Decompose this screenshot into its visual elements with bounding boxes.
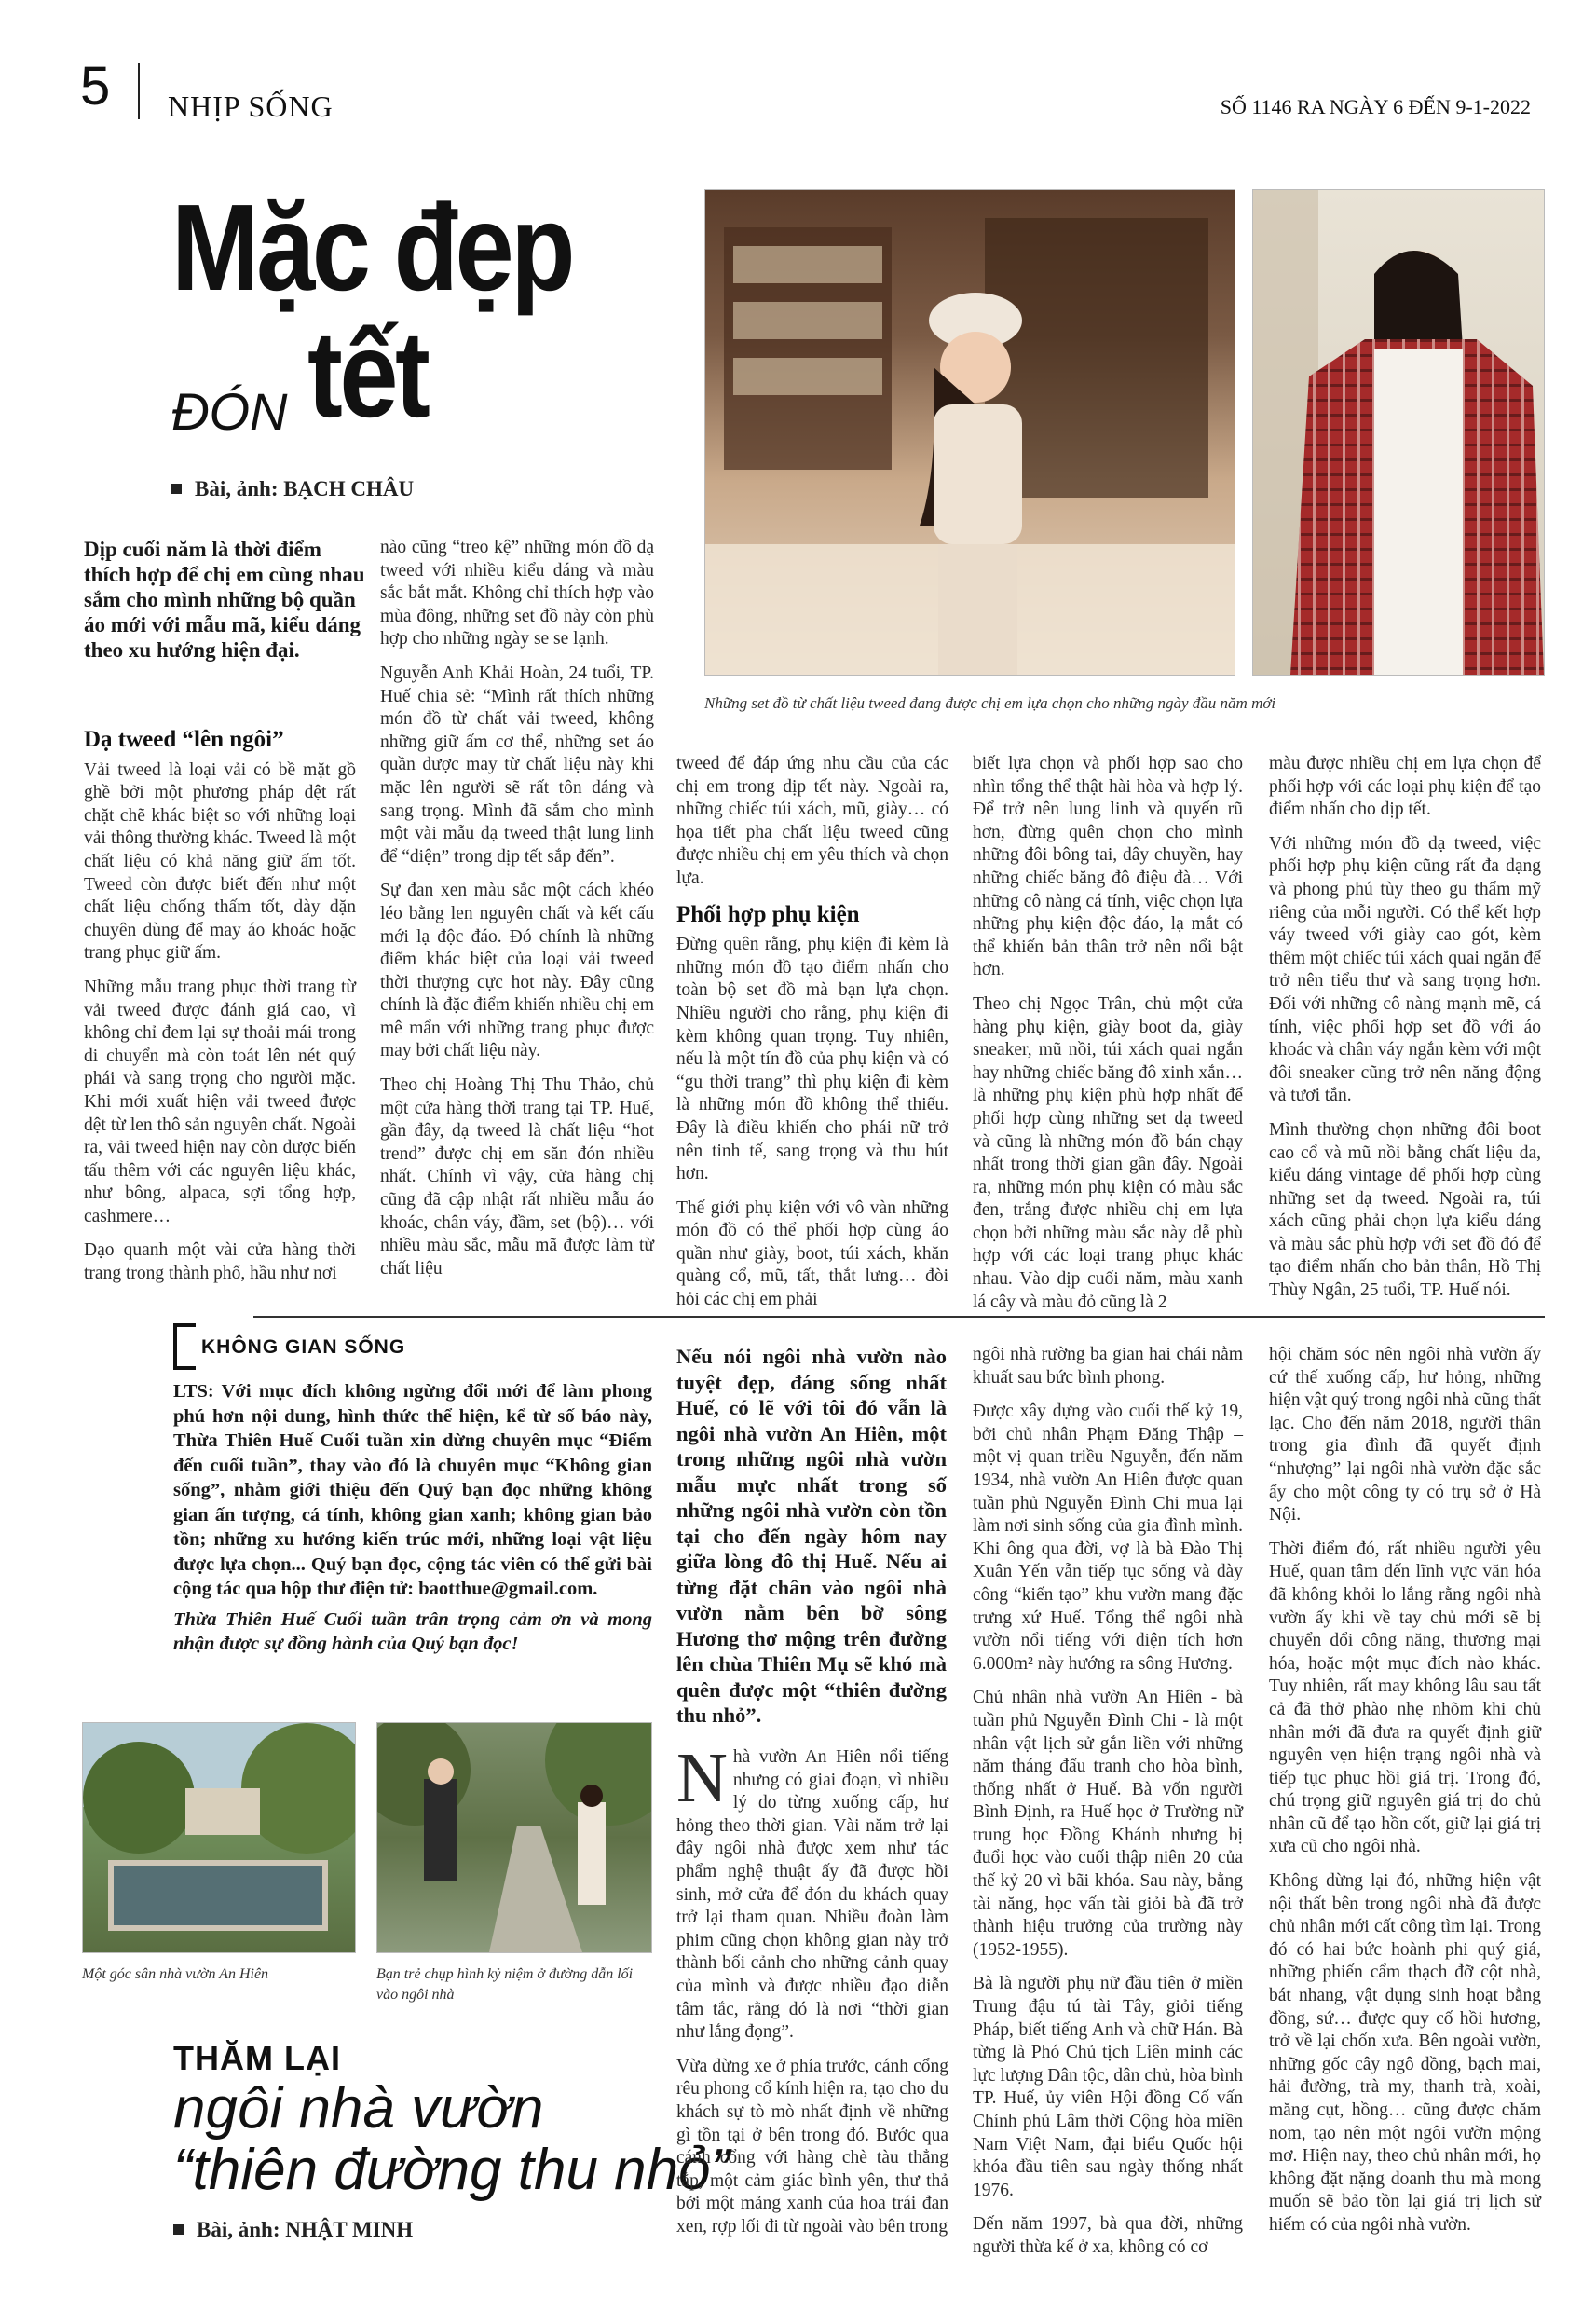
section-label: KHÔNG GIAN SỐNG (201, 1336, 406, 1358)
paragraph: hội chăm sóc nên ngôi nhà vườn ấy cứ thế xuống cấp, hư hỏng, những hiện vật quý trong ngôi nhà cũng thất lạc. Cho đến năm 2018, người thân trong gia đình đã quyết định “nhượng” lại ngôi nhà vườn đặc sắc ấy cho một công ty có trụ sở ở Hà Nội. (1269, 1345, 1541, 1525)
article2-title-line2: “thiên đường thu nhỏ” (173, 2138, 730, 2202)
photo-tweed-shop-art (705, 190, 1235, 675)
paragraph: Vải tweed là loại vải có bề mặt gồ ghề bởi một phương pháp dệt rất chặt chẽ khác biệt so với những loại vải thông thường khác. Tweed là một chất liệu có khả năng giữ ấm tốt. Tweed còn được biết đến như một chất liệu chống thấm tốt, dày dặn chuyên dùng để may áo khoác hoặc trang phục giữ ấm. (84, 759, 356, 964)
article2-kicker: THĂM LẠI (173, 2039, 341, 2077)
photo-path-entrance (376, 1722, 652, 1953)
section-divider (253, 1316, 1545, 1318)
caption-garden: Một góc sân nhà vườn An Hiên (82, 1966, 269, 1982)
paragraph: Sự đan xen màu sắc một cách khéo léo bằng len nguyên chất và kết cấu mới lạ độc đáo. Đó chính là những điểm khác biệt của loại vải tweed thời thượng cực hot này. Đây cũng chính là đặc điểm khiến nhiều chị em mê mẩn với những trang phục được may bởi chất liệu này. (380, 881, 654, 1061)
paragraph: Theo chị Hoàng Thị Thu Thảo, chủ một cửa hàng thời trang tại TP. Huế, gần đây, dạ tweed là chất liệu “hot trend” được chị em săn đón nhiều nhất. Chính vì vậy, cửa hàng chị cũng đã cập nhật rất nhiều mẫu áo khoác, chân váy, đầm, set (bộ)… với nhiều màu sắc, mẫu mã được làm từ chất liệu (380, 1075, 654, 1279)
paragraph: Dạo quanh một vài cửa hàng thời trang trong thành phố, hầu như nơi (84, 1240, 356, 1284)
header-divider (138, 63, 140, 119)
byline-bullet (173, 2224, 184, 2235)
photo-tweed-shop (704, 189, 1235, 676)
article1-col4 (973, 753, 1243, 1325)
paragraph-dropcap (676, 1739, 948, 2045)
paragraph: tweed để đáp ứng nhu cầu của các chị em trong dịp tết này. Ngoài ra, những chiếc túi xách, mũ, giày… có họa tiết pha chất liệu tweed cũng được nhiều chị em yêu thích và chọn lựa. (676, 754, 948, 888)
article1-col2 (380, 537, 654, 1292)
article1-col3 (676, 753, 948, 1323)
paragraph: biết lựa chọn và phối hợp sao cho nhìn tổng thể thật hài hòa và hợp lý. Để trở nên lung linh và quyến rũ hơn, đừng quên chọn cho mình những đôi bông tai, dây chuyền, hay những chiếc băng đô điệu đà… Với những cô nàng cá tính, việc chọn lựa những phụ kiện độc đáo, lạ mắt có thể khiến bản thân trở nên nổi bật hơn. (973, 754, 1243, 980)
article1-byline-text: Bài, ảnh: BẠCH CHÂU (195, 477, 415, 500)
paragraph: Đừng quên rằng, phụ kiện đi kèm là những món đồ tạo điểm nhấn cho toàn bộ set đồ mà bạn lựa chọn. Nhiều người cho rằng, phụ kiện đi kèm không quan trọng. Tuy nhiên, nếu là một tín đồ của phụ kiện và có “gu thời trang” thì phụ kiện đi kèm là những món đồ không thể thiếu. Đây là điều khiến cho phái nữ trở nên tinh tế, sang trọng và thu hút hơn. (676, 935, 948, 1184)
article1-title-line1: Mặc đẹp (171, 179, 573, 316)
page-number: 5 (80, 56, 111, 116)
photo-red-tweed-jacket (1252, 189, 1545, 676)
section-name: NHỊP SỐNG (168, 89, 334, 123)
subhead-tweed: Dạ tweed “lên ngôi” (84, 727, 284, 752)
paragraph: Theo chị Ngọc Trân, chủ một cửa hàng phụ kiện, giày boot da, giày sneaker, mũ nồi, túi xách quai ngắn hay những chiếc băng đô xinh xắn… là những phụ kiện phù hợp nhất để phối hợp cùng những set dạ tweed và cũng là những món đồ bán chạy nhất trong thời gian gần đây. Ngoài ra, những món phụ kiện có màu sắc đen, trắng được nhiều chị em lựa chọn bởi những màu sắc này dễ phù hợp với các loại trang phục khác nhau. Vào dịp cuối năm, màu xanh lá cây và màu đỏ cũng là 2 (973, 993, 1243, 1312)
caption-path: Bạn trẻ chụp hình kỷ niệm ở đường dẫn lối vào ngôi nhà (376, 1966, 634, 2003)
paragraph: Với những món đồ dạ tweed, việc phối hợp phụ kiện cũng rất đa dạng và phong phú tùy theo gu thẩm mỹ riêng của mỗi người. Có thể kết hợp váy tweed với giày cao gót, kèm thêm một chiếc túi xách quai ngắn để trở nên tiểu thư và sang trọng hơn. Đối với những cô nàng mạnh mẽ, cá tính, việc phối hợp set đồ với áo khoác và chân váy ngắn kèm với một đôi sneaker cũng trở nên năng động và tươi tắn. (1269, 833, 1541, 1106)
article2-title-line1: ngôi nhà vườn (173, 2076, 544, 2141)
paragraph: Bà là người phụ nữ đầu tiên ở miền Trung đậu tú tài Tây, giỏi tiếng Pháp, biết tiếng Anh và chữ Hán. Bà từng là Phó Chủ tịch Liên minh các lực lượng Dân tộc, dân chủ, hòa bình TP. Huế, ủy viên Hội đồng Cố vấn Chính phủ Lâm thời Cộng hòa miền Nam Việt Nam, đại biểu Quốc hội khóa đầu tiên sau ngày thống nhất 1976. (973, 1974, 1243, 2200)
photo-garden-art (83, 1723, 355, 1952)
article1-lead: Dịp cuối năm là thời điểm thích hợp để chị em cùng nhau sắm cho mình những bộ quần áo mới với mẫu mã, kiểu dáng theo xu hướng hiện đại. (84, 538, 365, 662)
paragraph: Chủ nhân nhà vườn An Hiên - bà tuần phủ Nguyễn Đình Chi - là một nhân vật lịch sử gắn liền với những năm tháng đấu tranh cho hòa bình, thống nhất ở Huế. Bà vốn người Bình Định, ra Huế học ở Trường nữ trung học Đồng Khánh nhưng bị đuổi học vào cuối thập niên 20 của thế kỷ 20 vì bãi khóa. Sau này, bằng tài năng, học vấn tài giỏi bà đã trở thành hiệu trưởng của trường này (1952-1955). (973, 1688, 1243, 1960)
subhead-accessories: Phối hợp phụ kiện (676, 901, 860, 927)
article2-byline (173, 2218, 413, 2242)
dropcap-text: hà vườn An Hiên nổi tiếng nhưng có giai đoạn, vì nhiều lý do từng xuống cấp, hư hỏng theo thời gian. Vài năm trở lại đây ngôi nhà được xem như tác phẩm nghệ thuật ấy đã được hồi sinh, mở cửa để đón du khách quay trở lại tham quan. Nhiều đoàn làm phim cũng chọn không gian này trở thành bối cảnh cho những cảnh quay của mình và được nhiều đạo diễn tâm tắc, rằng đó là nơi “thời gian như lắng đọng”. (676, 1747, 948, 2043)
editors-note-thanks: Thừa Thiên Huế Cuối tuần trân trọng cảm ơn và mong nhận được sự đồng hành của Quý bạn đọc! (173, 1608, 652, 1654)
paragraph: Những mẫu trang phục thời trang từ vải tweed được đánh giá cao, vì không chỉ đem lại sự thoải mái trong di chuyển mà còn toát lên nét quý phái và sang trọng cho người mặc. Khi mới xuất hiện vải tweed được dệt từ len thô sản nguyên chất. Ngoài ra, vải tweed hiện nay còn được biến tấu thêm với các nguyên liệu khác, như bông, alpaca, sợi tổng hợp, cashmere… (84, 977, 356, 1226)
photo-path-art (377, 1723, 651, 1952)
paragraph: màu được nhiều chị em lựa chọn để phối hợp với các loại phụ kiện để tạo điểm nhấn cho dịp tết. (1269, 754, 1541, 820)
section-label-box (173, 1323, 196, 1370)
paragraph: Vừa dừng xe ở phía trước, cánh cổng rêu phong cổ kính hiện ra, tạo cho du khách sự tò mò nhất định về những gì tồn tại ở bên trong đó. Bước qua cánh cổng với hàng chè tàu thẳng tắp, một cảm giác bình yên, thư thả bởi một mảng xanh của hoa trái đan xen, rợp lối đi từ ngoài vào bên trong (676, 2056, 948, 2237)
article2-col4 (973, 1344, 1243, 2271)
article1-col5 (1269, 753, 1541, 1314)
article1-photo-caption: Những set đồ từ chất liệu tweed đang được chị em lựa chọn cho những ngày đầu năm mới (704, 694, 1276, 712)
paragraph: nào cũng “treo kệ” những món đồ dạ tweed với nhiều kiểu dáng và màu sắc bắt mắt. Không chỉ thích hợp vào mùa đông, những set đồ này còn phù hợp cho những ngày se se lạnh. (380, 538, 654, 650)
article2-col5 (1269, 1344, 1541, 2249)
article2-lead: Nếu nói ngôi nhà vườn nào tuyệt đẹp, đáng sống nhất Huế, có lẽ với tôi đó vẫn là ngôi nhà vườn An Hiên, một trong những ngôi nhà vườn mẫu mực nhất trong số những ngôi nhà vườn còn tồn tại cho đến ngày hôm nay giữa lòng đô thị Huế. Nếu ai từng đặt chân vào ngôi nhà vườn nằm bên bờ sông Hương thơ mộng trên đường lên chùa Thiên Mụ sẽ khó mà quên được một “thiên đường thu nhỏ”. (676, 1345, 947, 1727)
article1-title-small: ĐÓN (171, 382, 288, 441)
photo-garden-pond (82, 1722, 356, 1953)
photo-red-tweed-art (1253, 190, 1544, 675)
paragraph: ngôi nhà rường ba gian hai chái nằm khuất sau bức bình phong. (973, 1345, 1243, 1388)
editors-note-text: LTS: Với mục đích không ngừng đổi mới để làm phong phú hơn nội dung, hình thức thể hiện, kể từ số báo này, Thừa Thiên Huế Cuối tuần xin dừng chuyên mục “Điểm đến cuối tuần”, thay vào đó là chuyên mục “Không gian sống”, nhằm giới thiệu đến Quý bạn đọc những không gian ấn tượng, cá tính, không gian xanh; không gian bảo tồn; những xu hướng kiến trúc mới, những loại vật liệu được lựa chọn... Quý bạn đọc, cộng tác viên có thể gửi bài cộng tác qua hộp thư điện tử: baotthue@gmail.com. (173, 1381, 652, 1599)
article1-byline (171, 477, 414, 501)
paragraph: Nguyễn Anh Khải Hoàn, 24 tuổi, TP. Huế chia sẻ: “Mình rất thích những món đồ từ chất vải tweed, không những giữ ấm cơ thể, những set áo quần được may từ chất liệu này khi mặc lên người sẽ rất tôn dáng và sang trọng. Mình đã sắm cho mình một vài mẫu dạ tweed thật lung linh để “diện” trong dịp tết sắp đến”. (380, 663, 654, 867)
paragraph: Được xây dựng vào cuối thế kỷ 19, bởi chủ nhân Phạm Đăng Thập – một vị quan triều Nguyễn, đến năm 1934, nhà vườn An Hiên được quan tuần phủ Nguyễn Đình Chi mua lại làm nơi sinh sống của gia đình mình. Khi ông qua đời, vợ là bà Đào Thị Xuân Yến vẫn tiếp tục sống và dày công “kiến tạo” khu vườn mang đặc trưng xứ Huế. Tổng thể ngôi nhà vườn nổi tiếng với diện tích hơn 6.000m² này hướng ra sông Hương. (973, 1402, 1243, 1674)
issue-info: SỐ 1146 RA NGÀY 6 ĐẾN 9-1-2022 (1220, 95, 1531, 118)
paragraph: Mình thường chọn những đôi boot cao cổ và mũ nồi bằng chất liệu da, kiểu dáng vintage để phối hợp cùng những set dạ tweed. Ngoài ra, túi xách cũng phải chọn lựa kiểu dáng và màu sắc phù hợp với set đồ đó để tạo điểm nhấn cho bản thân, Hồ Thị Thùy Ngân, 25 tuổi, TP. Huế nói. (1269, 1119, 1541, 1301)
article2-byline-text: Bài, ảnh: NHẬT MINH (197, 2218, 414, 2241)
dropcap: N (676, 1739, 728, 1817)
article1-title-big: tết (307, 306, 428, 443)
paragraph: Không dừng lại đó, những hiện vật nội thất bên trong ngôi nhà đã được chủ nhân mới cất công tìm lại. Trong đó có hai bức hoành phi quý giá, những phiến cẩm thạch đỡ cột nhà, bát nhang, vật dụng sinh hoạt bằng đồng, sứ… được quy cố hồi hương, trở về lại chốn xưa. Bên ngoài vườn, những gốc cây ngô đồng, bạch mai, hải đường, trà my, thanh trà, xoài, măng cụt, hồng… cũng được chăm nom, tạo nên một ngôi vườn mộng mơ. Hiện nay, theo chủ nhân mới, họ không đặt nặng doanh thu mà mong muốn sẽ bảo tồn lại giá trị lịch sử hiếm có của ngôi nhà vườn. (1269, 1871, 1541, 2235)
article2-col3 (676, 1739, 948, 2250)
paragraph: Thời điểm đó, rất nhiều người yêu Huế, quan tâm đến lĩnh vực văn hóa đã không khỏi lo lắng rằng ngôi nhà vườn ấy khi về tay chủ mới sẽ bị chuyển đổi công năng, thương mại hóa, hoặc một mục đích nào khác. Tuy nhiên, rất may không lâu sau tất cả đã thở phào nhẹ nhõm khi chủ nhân mới đã đưa ra quyết định giữ nguyên vẹn hiện trạng ngôi nhà và tiếp tục phục hồi giá trị. Trong đó, chú trọng giữ nguyên giá trị do chủ nhân cũ để tạo hồn cốt, giữ lại giá trị xưa cũ cho ngôi nhà. (1269, 1539, 1541, 1857)
paragraph: Thế giới phụ kiện với vô vàn những món đồ có thể phối hợp cùng áo quần như giày, boot, túi xách, khăn quàng cổ, mũ, tất, thắt lưng… đòi hỏi các chị em phải (676, 1197, 948, 1310)
editors-note (173, 1379, 652, 1657)
paragraph: Đến năm 1997, bà qua đời, những người thừa kế ở xa, không có cơ (973, 2214, 1243, 2257)
article1-col1 (84, 729, 356, 1297)
byline-bullet (171, 484, 182, 494)
